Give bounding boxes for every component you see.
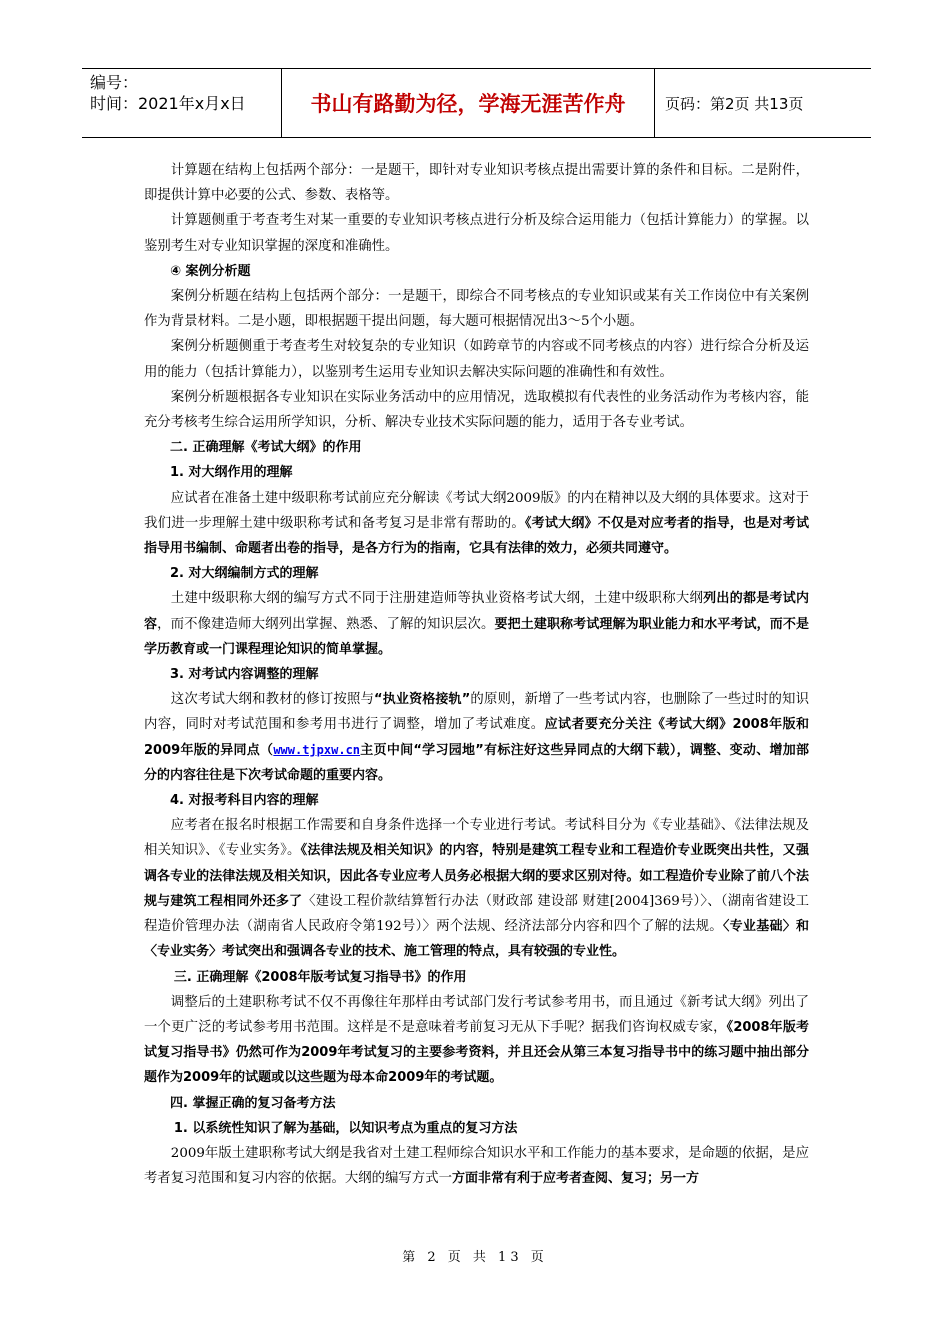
time-label: 时间：2021年x月x日 bbox=[90, 94, 246, 113]
subsection-heading: 1. 对大纲作用的理解 bbox=[170, 465, 293, 481]
bold-text-run: 〈专业基础〉和〈专业实务〉考试突出和强调各专业的技术、施工管理的特点，具有较强的专业性。 bbox=[144, 919, 809, 960]
text-run: 的原则，新增了一些考试内容，也删除了一些过时的知识内容，同时对考试范围和参考用书进行了调整，增加了考试难度。 bbox=[144, 692, 809, 733]
paragraph: 案例分析题根据各专业知识在实际业务活动中的应用情况，选取模拟有代表性的业务活动作为考核内容，能充分考核考生综合运用所学知识，分析、解决专业技术实际问题的能力，适用于各专业考试。 bbox=[144, 389, 809, 431]
section-heading: ④ 案例分析题 bbox=[170, 263, 251, 279]
bold-text-run: 应试者要充分关注《考试大纲》2008年版和2009年版的异同点（ bbox=[144, 717, 810, 758]
text-run: ，而不像建造师大纲列出掌握、熟悉、了解的知识层次。 bbox=[157, 616, 495, 632]
section-heading: 三. 正确理解《2008年版考试复习指导书》的作用 bbox=[173, 969, 467, 985]
header-page-code: 页码：第2页 共13页 bbox=[665, 94, 804, 113]
paragraph bbox=[144, 1141, 809, 1191]
text-run: 应试者在准备土建中级职称考试前应充分解读《考试大纲2009版》的内在精神以及大纲的具体要求。这对于我们进一步理解土建中级职称考试和备考复习是非常有帮助的。 bbox=[144, 490, 809, 531]
section-heading: 二. 正确理解《考试大纲》的作用 bbox=[170, 440, 362, 456]
page-footer: 第 2 页 共 13 页 bbox=[402, 1250, 548, 1265]
paragraph: 案例分析题侧重于考查考生对较复杂的专业知识（如跨章节的内容或不同考核点的内容）进行综合分析及运用的能力（包括计算能力），以鉴别考生运用专业知识去解决实际问题的准确性和有效性。 bbox=[144, 339, 809, 380]
website-link[interactable]: www.tjpxw.cn bbox=[273, 742, 361, 757]
subsection-heading: 4. 对报考科目内容的理解 bbox=[170, 793, 319, 809]
bold-text-run: “执业资格接轨” bbox=[374, 692, 471, 708]
text-run: 2009年版土建职称考试大纲是我省对土建工程师综合知识水平和工作能力的基本要求，是命题的依据，是应考者复习范围和复习内容的依据。大纲的编写方式一 bbox=[144, 1145, 809, 1187]
paragraph bbox=[144, 813, 809, 964]
text-run: 调整后的土建职称考试不仅不再像往年那样由考试部门发行考试参考用书，而且通过《新考试大纲》列出了一个更广泛的考试参考用书范围。这样是不是意味着考前复习无从下手呢？据我们咨询权威专家， bbox=[144, 994, 809, 1035]
bold-text-run: 要把土建职称考试理解为职业能力和水平考试，而不是学历教育或一门课程理论知识的简单掌握。 bbox=[144, 616, 809, 657]
text-run: 土建中级职称大纲的编写方式不同于注册建造师等执业资格考试大纲，土建中级职称大纲 bbox=[170, 591, 704, 607]
subsection-heading: 1. 以系统性知识了解为基础，以知识考点为重点的复习方法 bbox=[173, 1120, 518, 1136]
page-header bbox=[82, 68, 871, 138]
paragraph: 计算题侧重于考查考生对某一重要的专业知识考核点进行分析及综合运用能力（包括计算能力）的掌握。以鉴别考生对专业知识掌握的深度和准确性。 bbox=[144, 213, 809, 254]
header-motto: 书山有路勤为径，学海无涯苦作舟 bbox=[282, 69, 655, 137]
bold-text-run: 《2008年版考试复习指导书》仍然可作为2009年考试复习的主要参考资料，并且还会从第三本复习指导书中的练习题中抽出部分题作为2009年的试题或以这些题为母本命2009年的考试题。 bbox=[144, 1019, 809, 1086]
subsection-heading: 2. 对大纲编制方式的理解 bbox=[170, 566, 319, 582]
paragraph: 案例分析题在结构上包括两个部分：一是题干，即综合不同考核点的专业知识或某有关工作岗位中有关案例作为背景材料。二是小题，即根据题干提出问题，每大题可根据情况出3～5个小题。 bbox=[144, 289, 809, 330]
subsection-heading: 3. 对考试内容调整的理解 bbox=[170, 667, 319, 683]
text-run: 应考者在报名时根据工作需要和自身条件选择一个专业进行考试。考试科目分为《专业基础》、《法律法规及相关知识》、《专业实务》。 bbox=[144, 818, 809, 859]
bold-text-run: 列出的都是考试内容 bbox=[144, 591, 809, 632]
bold-text-run: 《法律法规及相关知识》的内容，特别是建筑工程专业和工程造价专业既突出共性，又强调各专业的法律法规及相关知识，因此各专业应考人员务必根据大纲的要求区别对待。如工程造价专业除了前八个法规与建筑工程相同外还多了 bbox=[144, 843, 809, 909]
text-run: 〈建设工程价款结算暂行办法（财政部 建设部 财建[2004]369号）〉、（湖南省建设工程造价管理办法（湖南省人民政府令第192号）〉两个法规、经济法部分内容和四个了解的法规。 bbox=[144, 893, 809, 935]
section-heading: 四. 掌握正确的复习备考方法 bbox=[170, 1095, 336, 1111]
paragraph: 计算题在结构上包括两个部分：一是题干，即针对专业知识考核点提出需要计算的条件和目标。二是附件，即提供计算中必要的公式、参数、表格等。 bbox=[144, 163, 809, 204]
paragraph bbox=[144, 990, 809, 1091]
document-body bbox=[144, 158, 809, 1191]
text-run: 这次考试大纲和教材的修订按照与 bbox=[170, 692, 375, 708]
bold-text-run: 《考试大纲》不仅是对应考者的指导，也是对考试指导用书编制、命题者出卷的指导，是各方行为的指南，它具有法律的效力，必须共同遵守。 bbox=[144, 515, 809, 557]
paragraph bbox=[144, 687, 809, 788]
paragraph bbox=[144, 586, 809, 662]
header-info-cell bbox=[82, 69, 282, 137]
bold-text-run: 主页中间“学习园地”有标注好这些异同点的大纲下载），调整、变动、增加部分的内容往往是下次考试命题的重要内容。 bbox=[144, 742, 809, 783]
number-label: 编号： bbox=[90, 73, 139, 92]
paragraph bbox=[144, 486, 809, 562]
bold-text-run: 方面非常有利于应考者查阅、复习；另一方 bbox=[451, 1171, 699, 1187]
